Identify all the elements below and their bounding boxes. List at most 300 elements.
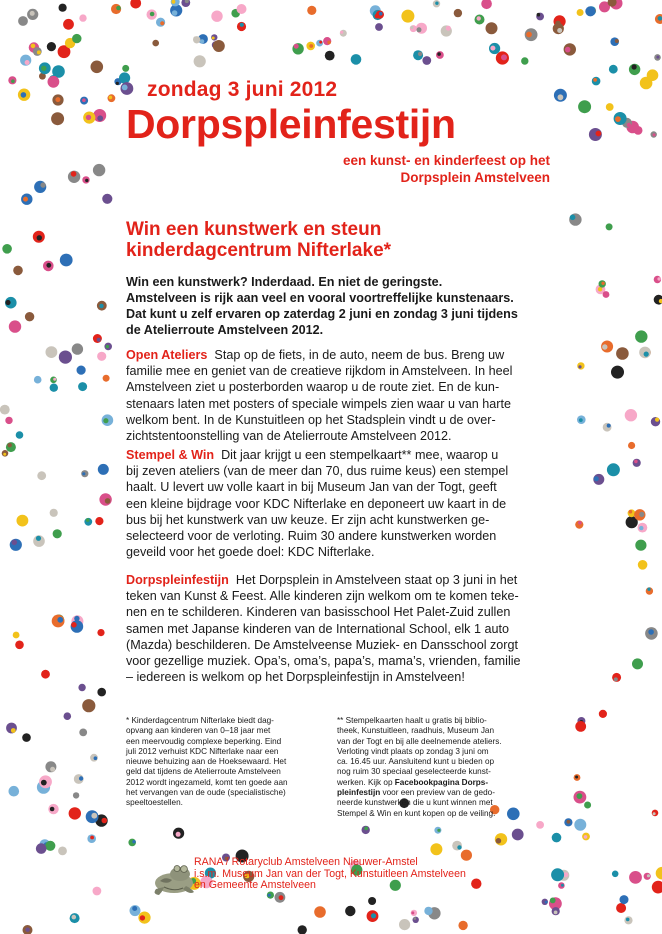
confetti-dot-detail <box>418 52 422 56</box>
para-line: stenaars laten met posters of speciale wimpels zien waar u van harte <box>126 396 512 411</box>
confetti-dot <box>50 384 58 392</box>
confetti-dot-detail <box>49 846 54 851</box>
confetti-dot-detail <box>41 780 47 786</box>
para-line: samen met Japanse kinderen van de International School, elk 1 auto <box>126 621 509 636</box>
confetti-dot <box>632 658 643 669</box>
confetti-dot-detail <box>36 536 41 541</box>
facebook-page-name: Facebookpagina Dorps- <box>394 777 489 787</box>
confetti-dot <box>17 515 29 527</box>
lead-paragraph <box>126 274 566 338</box>
confetti-dot-detail <box>658 16 662 21</box>
confetti-dot-detail <box>132 906 137 911</box>
confetti-dot <box>298 925 307 934</box>
confetti-dot <box>97 688 106 697</box>
confetti-dot-detail <box>3 453 6 456</box>
note-text: werken. Kijk op <box>337 777 395 787</box>
confetti-dot-detail <box>446 26 451 31</box>
subtitle-line: Dorpsplein Amstelveen <box>400 170 550 185</box>
note-line <box>337 788 537 798</box>
confetti-dot-detail <box>97 115 103 121</box>
confetti-dot-detail <box>435 2 438 5</box>
confetti-dot <box>50 509 58 517</box>
note-line: het vervangen van de oude (specialistische) <box>126 788 286 798</box>
confetti-dot-detail <box>71 171 77 177</box>
confetti-dot <box>22 733 31 742</box>
confetti-dot-detail <box>116 6 121 11</box>
confetti-dot-detail <box>496 838 502 844</box>
confetti-dot <box>635 540 646 551</box>
confetti-dot <box>53 529 62 538</box>
confetti-dot-detail <box>106 345 109 348</box>
confetti-dot <box>18 16 28 26</box>
confetti-dot-detail <box>37 235 42 240</box>
page-title: Dorpspleinfestijn <box>126 101 456 147</box>
confetti-dot <box>152 40 159 47</box>
confetti-dot-detail <box>437 829 440 832</box>
confetti-dot-detail <box>50 807 55 812</box>
confetti-dot-detail <box>122 85 128 91</box>
confetti-dot <box>93 887 102 896</box>
confetti-dot-detail <box>21 92 27 98</box>
note-line: Stempel & Win en kunt kopen op de veiling. <box>337 808 496 818</box>
confetti-dot <box>552 833 562 843</box>
confetti-dot <box>16 431 24 439</box>
confetti-dot <box>603 291 610 298</box>
confetti-dot-detail <box>103 418 108 423</box>
note-line: speeltoestellen. <box>126 798 183 808</box>
confetti-dot-detail <box>411 911 414 914</box>
confetti-dot <box>351 54 362 65</box>
confetti-dot <box>521 57 528 64</box>
confetti-dot <box>401 10 414 23</box>
confetti-dot <box>63 19 74 30</box>
note-line: ca. 16.45 uur. Aansluitend kunt u bieden op <box>337 757 495 767</box>
para-line: een kleine bijdrage voor KDC Nifterlake en deponeert uw kaart in de <box>126 496 507 511</box>
confetti-dot-detail <box>490 46 495 51</box>
confetti-dot <box>79 14 86 21</box>
confetti-dot-detail <box>567 820 571 824</box>
para-line: teken van Kunst & Feest. Alle kinderen zijn welkom om te komen teke- <box>126 589 519 604</box>
note-line: juli 2012 verhuist KDC Nifterlake naar een <box>126 746 279 756</box>
confetti-dot <box>237 4 247 14</box>
confetti-dot-detail <box>200 39 204 43</box>
confetti-dot-detail <box>601 282 604 285</box>
confetti-dot-detail <box>655 418 659 422</box>
confetti-dot <box>47 42 56 51</box>
confetti-dot-detail <box>501 54 507 60</box>
para-line <box>126 347 566 363</box>
frog-logo-icon <box>150 859 196 897</box>
confetti-dot <box>536 821 544 829</box>
confetti-dot-detail <box>578 365 581 368</box>
confetti-dot-detail <box>545 901 548 904</box>
facebook-page-name: pleinfestijn <box>337 788 381 798</box>
confetti-dot-detail <box>82 98 86 102</box>
confetti-dot-detail <box>11 79 15 83</box>
section-heading <box>126 219 546 261</box>
confetti-dot <box>25 312 34 321</box>
confetti-dot <box>368 897 376 905</box>
confetti-dot <box>577 9 584 16</box>
confetti-dot <box>97 352 106 361</box>
para-line: selecteerd voor de verloting. Ruim 30 andere kunstwerken worden <box>126 529 497 544</box>
confetti-dot-detail <box>57 617 63 623</box>
confetti-dot-detail <box>575 776 578 779</box>
confetti-dot <box>481 0 492 9</box>
confetti-dot-detail <box>639 512 644 517</box>
confetti-dot <box>616 347 629 360</box>
confetti-dot-detail <box>641 565 645 569</box>
confetti-dot <box>584 802 591 809</box>
confetti-dot-detail <box>72 915 77 920</box>
confetti-dot <box>51 112 64 125</box>
confetti-dot-detail <box>160 21 164 25</box>
confetti-dot-detail <box>51 77 56 82</box>
note-line: nog ruim 30 speciaal geselecteerde kunst- <box>337 767 491 777</box>
confetti-dot-detail <box>584 835 588 839</box>
confetti-dot-detail <box>550 898 556 904</box>
confetti-dot-detail <box>212 37 215 40</box>
para-line: nen en te schilderen. Kinderen van basisschool Het Palet-Zuid zullen <box>126 605 511 620</box>
confetti-dot <box>52 65 65 78</box>
paragraph-dorpspleinfestijn <box>126 572 566 685</box>
confetti-dot-detail <box>639 526 643 530</box>
confetti-dot <box>0 405 10 415</box>
confetti-dot-detail <box>46 263 51 268</box>
confetti-dot-detail <box>631 519 636 524</box>
confetti-dot <box>607 463 620 476</box>
confetti-dot-detail <box>622 898 626 902</box>
confetti-dot-detail <box>140 915 145 920</box>
confetti-dot <box>60 254 73 267</box>
confetti-dot <box>93 164 105 176</box>
confetti-dot-detail <box>63 850 67 854</box>
confetti-dot-detail <box>647 588 650 591</box>
note-line: Verloting vindt plaats op zondag 3 juni om <box>337 746 489 756</box>
confetti-dot <box>599 710 607 718</box>
event-date: zondag 3 juni 2012 <box>147 78 338 101</box>
confetti-dot <box>72 343 83 354</box>
confetti-dot <box>73 792 79 798</box>
confetti-dot-detail <box>364 827 368 831</box>
confetti-dot <box>102 194 112 204</box>
confetti-dot-detail <box>413 917 416 920</box>
subtitle-line: een kunst- en kinderfeest op het <box>342 153 550 168</box>
confetti-dot-detail <box>12 540 18 546</box>
confetti-dot-detail <box>593 78 597 82</box>
confetti-dot-detail <box>371 913 376 918</box>
para-line <box>126 447 566 463</box>
confetti-dot-detail <box>279 895 284 900</box>
paragraph-label: Dorpspleinfestijn <box>126 573 229 587</box>
confetti-dot-detail <box>215 14 220 19</box>
confetti-dot <box>629 871 642 884</box>
note-line: ** Stempelkaarten haalt u gratis bij biblio- <box>337 716 487 725</box>
confetti-dot-detail <box>5 300 10 305</box>
confetti-dot <box>59 4 67 12</box>
note-line: van der Togt en bij alle deelnemende ateliers. <box>337 736 502 746</box>
confetti-dot-detail <box>650 71 655 76</box>
confetti-dot-detail <box>319 41 322 44</box>
confetti-dot <box>551 868 564 881</box>
confetti-dot-detail <box>457 845 461 849</box>
note-line: geld dat tijdens de Atelierroute Amstelveen <box>126 767 281 777</box>
confetti-dot <box>609 65 618 74</box>
confetti-dot-detail <box>82 472 85 475</box>
confetti-dot-detail <box>55 97 60 102</box>
confetti-dot <box>15 641 24 650</box>
confetti-dot <box>325 51 335 61</box>
confetti-dot-detail <box>31 44 36 49</box>
confetti-dot-detail <box>116 82 119 85</box>
confetti-dot <box>36 843 47 854</box>
confetti-dot <box>130 0 141 9</box>
confetti-dot <box>77 366 86 375</box>
confetti-dot <box>430 843 442 855</box>
confetti-dot-detail <box>132 840 135 843</box>
confetti-dot-detail <box>379 12 383 16</box>
para-line <box>126 572 566 588</box>
confetti-dot-detail <box>53 378 56 381</box>
confetti-dot <box>458 921 467 930</box>
confetti-dot-detail <box>602 344 607 349</box>
para-line: Amstelveen ziet u posterborden waarop u de route ziet. En de kun- <box>126 380 500 395</box>
confetti-dot-detail <box>102 818 108 824</box>
confetti-dot <box>606 223 613 230</box>
confetti-dot <box>486 22 498 34</box>
confetti-dot-detail <box>25 928 29 932</box>
confetti-dot-detail <box>632 64 637 69</box>
confetti-dot <box>91 61 104 74</box>
note-line: * Kinderdagcentrum Nifterlake biedt dag- <box>126 716 274 725</box>
paragraph-label: Stempel & Win <box>126 448 215 462</box>
confetti-dot-detail <box>634 460 638 464</box>
confetti-dot-detail <box>615 39 619 43</box>
confetti-dot-detail <box>40 182 45 187</box>
confetti-dot-detail <box>578 521 582 525</box>
confetti-dot <box>95 517 103 525</box>
confetti-dot-detail <box>30 11 35 16</box>
confetti-dot-detail <box>50 767 55 772</box>
confetti-dot <box>97 629 104 636</box>
para-line: bus bij het kunstwerk van uw keuze. Er zijn acht kunstwerken ge- <box>126 512 490 527</box>
para-line: voor gezellige muziek. Opa’s, oma’s, papa’s, mama’s, vrienden, familie <box>126 654 521 669</box>
confetti-dot-detail <box>90 836 94 840</box>
confetti-dot <box>345 906 355 916</box>
para-line: bij zeven ateliers (van de meer dan 70, dus ruime keus) een stempel <box>126 464 509 479</box>
confetti-dot-detail <box>86 115 91 120</box>
confetti-dot <box>213 40 225 52</box>
paragraph-label: Open Ateliers <box>126 348 208 362</box>
confetti-dot <box>13 632 20 639</box>
para-line: (Mazda) beschilderen. De Amstelveense Muziek- en Dansschool zorgt <box>126 637 518 652</box>
confetti-dot-detail <box>17 270 21 274</box>
confetti-dot <box>512 829 524 841</box>
note-line: 2012 wordt ingezameld, komt ten goede aan <box>126 777 288 787</box>
confetti-dot-detail <box>477 16 481 20</box>
confetti-dot-detail <box>629 510 633 514</box>
confetti-dot-detail <box>105 498 111 504</box>
confetti-dot <box>194 55 206 67</box>
confetti-dot <box>656 867 662 880</box>
confetti-dot <box>34 376 42 384</box>
confetti-dot <box>98 464 109 475</box>
footer-line: RANA / Rotaryclub Amstelveen Nieuwer-Amstel <box>194 856 418 868</box>
confetti-dot <box>628 442 635 449</box>
confetti-dot-detail <box>327 41 331 45</box>
confetti-dot-detail <box>558 94 564 100</box>
confetti-dot <box>652 881 662 894</box>
lead-line: de Atelierroute Amstelveen 2012. <box>126 323 324 337</box>
confetti-dot <box>422 56 431 65</box>
confetti-dot <box>41 670 50 679</box>
confetti-dot-detail <box>596 131 602 137</box>
confetti-dot-detail <box>294 44 299 49</box>
confetti-dot <box>2 244 12 254</box>
confetti-dot-detail <box>106 376 109 379</box>
confetti-dot-detail <box>554 911 558 915</box>
para-line: welkom bent. In de Kunstuitleen op het Stadsplein vindt u de over- <box>126 412 496 427</box>
confetti-dot <box>575 721 586 732</box>
confetti-dot-detail <box>626 918 630 922</box>
confetti-dot <box>399 919 410 930</box>
confetti-dot-detail <box>615 116 621 122</box>
note-text: voor een preview van de gedo- <box>380 788 495 798</box>
lead-line: Win een kunstwerk? Inderdaad. En niet de geringste. <box>126 275 443 289</box>
confetti-dot-detail <box>309 44 313 48</box>
para-line: – iedereen is welkom op het Dorpspleinfestijn in Amstelveen! <box>126 670 465 685</box>
confetti-dot <box>375 23 383 31</box>
confetti-dot <box>585 6 595 16</box>
confetti-dot-detail <box>268 894 271 897</box>
lead-line: Dat kunt u zelf ervaren op zaterdag 2 juni en zondag 3 juni tijdens <box>126 307 518 321</box>
footnote-stempelkaarten <box>337 716 537 819</box>
confetti-dot-detail <box>644 352 649 357</box>
confetti-dot <box>46 346 58 358</box>
confetti-dot-detail <box>565 47 571 53</box>
confetti-dot-detail <box>614 677 618 681</box>
confetti-dot-detail <box>71 622 77 628</box>
note-line: theek, Kunstuitleen, raadhuis, Museum Jan <box>337 726 495 736</box>
confetti-dot <box>78 684 85 691</box>
confetti-dot-detail <box>561 884 564 887</box>
confetti-dot-detail <box>240 23 244 27</box>
confetti-dot-detail <box>656 56 659 59</box>
note-line: nieuwe behuizing aan de Hoeksewaard. Het <box>126 757 287 767</box>
confetti-dot-detail <box>94 756 98 760</box>
confetti-dot-detail <box>85 179 88 182</box>
confetti-dot-detail <box>194 37 197 40</box>
confetti-dot-detail <box>437 52 441 56</box>
confetti-dot-detail <box>97 338 101 342</box>
confetti-dot <box>611 366 624 379</box>
confetti-dot <box>635 330 647 342</box>
confetti-dot-detail <box>340 31 343 34</box>
confetti-dot-detail <box>172 10 178 16</box>
confetti-dot-detail <box>150 12 155 17</box>
paragraph-stempel-win <box>126 447 566 560</box>
confetti-dot-detail <box>594 476 599 481</box>
confetti-dot-detail <box>86 518 90 522</box>
confetti-dot-detail <box>319 908 324 913</box>
confetti-dot-detail <box>176 832 181 837</box>
confetti-dot-detail <box>570 215 576 221</box>
para-text: Dit jaar krijgt u een stempelkaart** mee, waarop u <box>221 448 499 462</box>
confetti-dot-detail <box>428 911 432 915</box>
confetti-dot-detail <box>8 443 12 447</box>
confetti-dot-detail <box>410 26 413 29</box>
footer-line: i.s.m. Museum Jan van der Togt, Kunstuitleen Amstelveen <box>194 867 466 880</box>
confetti-dot-detail <box>23 197 28 202</box>
confetti-dot-detail <box>613 873 616 876</box>
para-line: zichtstentoonstelling van de Atelierroute Amstelveen 2012. <box>126 429 452 444</box>
confetti-dot <box>603 423 612 432</box>
confetti-dot-detail <box>417 27 422 32</box>
confetti-dot-detail <box>475 880 480 885</box>
note-line: opvang aan kinderen van 0–18 jaar met <box>126 726 271 736</box>
confetti-dot <box>82 699 95 712</box>
para-line: geveild voor het goede doel: KDC Nifterlake. <box>126 545 375 560</box>
confetti-dot-detail <box>79 776 83 780</box>
confetti-dot-detail <box>577 793 583 799</box>
confetti-dot <box>69 807 81 819</box>
confetti-dot-detail <box>91 813 97 819</box>
confetti-dot <box>122 65 129 72</box>
confetti-dot <box>78 382 87 391</box>
confetti-dot <box>9 786 20 797</box>
confetti-dot <box>9 320 21 332</box>
heading-line: kinderdagcentrum Nifterlake* <box>126 240 392 261</box>
footer-credits <box>194 857 466 892</box>
confetti-dot-detail <box>456 10 460 14</box>
confetti-dot <box>307 6 316 15</box>
confetti-dot <box>59 351 72 364</box>
confetti-dot-detail <box>109 96 113 100</box>
confetti-dot-detail <box>557 28 562 33</box>
confetti-dot-detail <box>537 13 541 17</box>
note-line: neerde kunstwerken die u kunt winnen met <box>337 798 493 808</box>
confetti-dot <box>72 34 81 43</box>
heading-line: Win een kunstwerk en steun <box>126 219 382 240</box>
confetti-dot-detail <box>653 812 656 815</box>
lead-line: Amstelveen is rijk aan veel en vooral voortreffelijke kunstenaars. <box>126 291 514 305</box>
para-text: Stap op de fiets, in de auto, neem de bus. Breng uw <box>214 348 505 362</box>
confetti-dot-detail <box>11 728 16 733</box>
confetti-dot-detail <box>99 304 103 308</box>
confetti-dot-detail <box>647 874 650 877</box>
confetti-dot <box>625 409 637 421</box>
note-line <box>337 778 537 788</box>
para-line: familie mee en geniet van de creatieve rijkdom in Amstelveen. In heel <box>126 364 513 379</box>
confetti-dot-detail <box>25 60 30 65</box>
confetti-dot-detail <box>627 123 631 127</box>
confetti-dot-detail <box>579 418 583 422</box>
confetti-dot <box>578 100 591 113</box>
confetti-dot <box>606 103 614 111</box>
footnote-nifterlake <box>126 716 318 809</box>
footer-line: en Gemeente Amstelveen <box>194 879 316 892</box>
confetti-dot <box>79 729 87 737</box>
confetti-dot-detail <box>657 277 660 280</box>
confetti-dot-detail <box>37 50 41 54</box>
confetti-dot <box>5 417 12 424</box>
paragraph-open-ateliers <box>126 347 566 444</box>
confetti-dot-detail <box>526 32 532 38</box>
confetti-dot <box>119 72 130 83</box>
confetti-dot <box>616 903 626 913</box>
confetti-dot-detail <box>648 629 654 635</box>
confetti-dot <box>634 126 643 135</box>
